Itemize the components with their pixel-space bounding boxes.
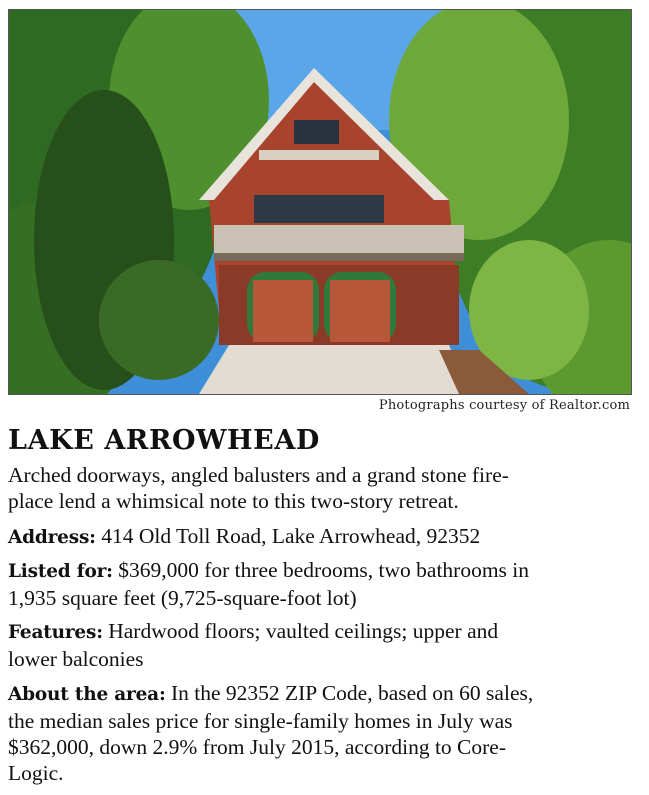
area-value-cont: $362,000, down 2.9% from July 2015, according to Core- bbox=[8, 735, 507, 759]
area-value-cont: the median sales price for single-family homes in July was bbox=[8, 709, 513, 733]
house-photo bbox=[8, 9, 632, 395]
address-label: Address: bbox=[8, 527, 96, 548]
area-value-cont: Logic. bbox=[8, 761, 64, 785]
intro-line: place lend a whimsical note to this two-story retreat. bbox=[8, 489, 459, 513]
area-paragraph bbox=[8, 680, 634, 786]
features-value-cont: lower balconies bbox=[8, 647, 144, 671]
photo-credit: Photographs courtesy of Realtor.com bbox=[378, 398, 630, 413]
features-label: Features: bbox=[8, 622, 103, 643]
intro-paragraph bbox=[8, 462, 634, 514]
address-paragraph bbox=[8, 523, 634, 551]
house-illustration bbox=[9, 10, 631, 394]
headline: LAKE ARROWHEAD bbox=[8, 425, 320, 456]
listed-value-cont: 1,935 square feet (9,725-square-foot lot) bbox=[8, 586, 357, 610]
listed-label: Listed for: bbox=[8, 561, 113, 582]
listed-paragraph bbox=[8, 557, 634, 611]
intro-line: Arched doorways, angled balusters and a grand stone fire- bbox=[8, 463, 509, 487]
features-paragraph bbox=[8, 618, 634, 672]
area-value: In the 92352 ZIP Code, based on 60 sales, bbox=[165, 681, 534, 705]
area-label: About the area: bbox=[8, 684, 166, 705]
address-value: 414 Old Toll Road, Lake Arrowhead, 92352 bbox=[95, 524, 481, 548]
features-value: Hardwood floors; vaulted ceilings; upper and bbox=[102, 619, 499, 643]
listed-value: $369,000 for three bedrooms, two bathrooms in bbox=[112, 558, 530, 582]
